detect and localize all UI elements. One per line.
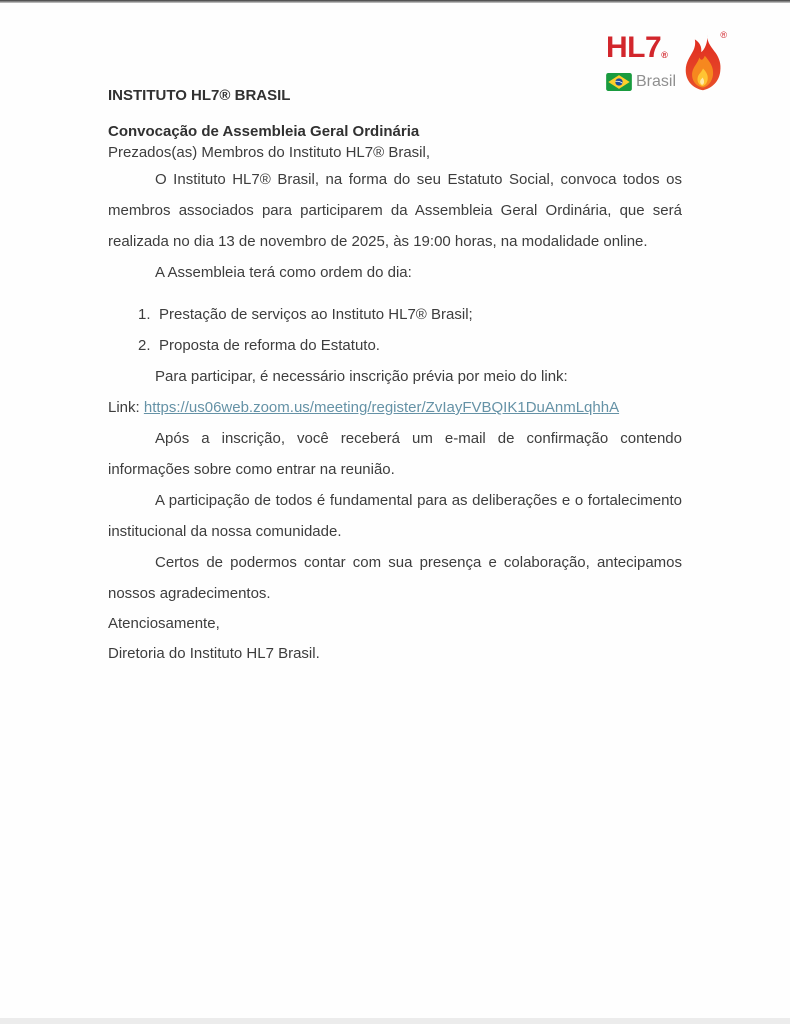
agenda-item-2	[108, 330, 682, 361]
paragraph-confirmation: Após a inscrição, você receberá um e-mail de confirmação contendo informações sobre como entrar na reunião.	[108, 430, 682, 478]
agenda-list	[108, 299, 682, 361]
agenda-item-1	[108, 299, 682, 330]
agenda-item-number: 1.	[138, 306, 151, 323]
paragraph-thanks: Certos de podermos contar com sua presença e colaboração, antecipamos nossos agradecimentos.	[108, 554, 682, 602]
letter-subtitle: Convocação de Assembleia Geral Ordinária	[108, 123, 420, 140]
scan-edge-bottom	[0, 1018, 790, 1024]
registration-note: Para participar, é necessário inscrição prévia por meio do link:	[155, 368, 568, 385]
paragraph-convocation: O Instituto HL7® Brasil, na forma do seu Estatuto Social, convoca todos os membros associados para participarem da Assembleia Geral Ordinária, que será realizada no dia 13 de novembro de 2025, às 19:00 horas, na modalidade online.	[108, 171, 682, 250]
registered-mark: ®	[720, 30, 728, 40]
agenda-intro: A Assembleia terá como ordem do dia:	[155, 264, 412, 281]
signature-line: Diretoria do Instituto HL7 Brasil.	[108, 645, 320, 662]
link-line	[108, 392, 682, 423]
zoom-registration-link[interactable]: https://us06web.zoom.us/meeting/register/ZvIayFVBQIK1DuAnmLqhhA	[143, 399, 620, 416]
agenda-item-number: 2.	[138, 337, 151, 354]
letter-title: INSTITUTO HL7® BRASIL	[108, 87, 291, 104]
hl7-wordmark: HL7	[606, 31, 662, 64]
link-label: Link:	[108, 399, 144, 416]
closing-line: Atenciosamente,	[108, 615, 220, 632]
paragraph-participation: A participação de todos é fundamental para as deliberações e o fortalecimento institucional da nossa comunidade.	[108, 492, 682, 540]
greeting-line: Prezados(as) Membros do Instituto HL7® Brasil,	[108, 144, 431, 161]
agenda-item-text: Proposta de reforma do Estatuto.	[159, 337, 380, 354]
agenda-item-text: Prestação de serviços ao Instituto HL7® Brasil;	[159, 306, 473, 323]
registered-mark: ®	[661, 50, 668, 60]
logo-brasil-label: Brasil	[636, 73, 677, 90]
